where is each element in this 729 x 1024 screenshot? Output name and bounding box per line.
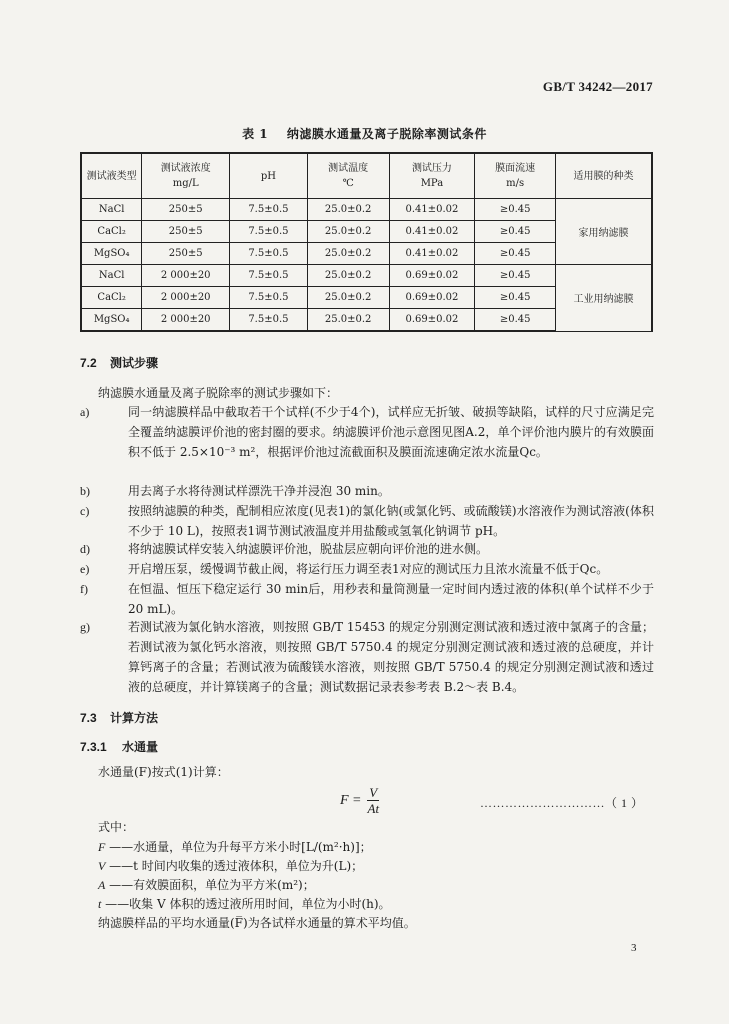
list-item [80,501,654,541]
item-text: 按照纳滤膜的种类，配制相应浓度(见表1)的氯化钠(或氯化钙、或硫酸镁)水溶液作为测试溶液(体积不少于 10 L)，按照表1调节测试液温度并用盐酸或氢氧化钠调节 pH。 [128,504,654,538]
steps-intro: 纳滤膜水通量及离子脱除率的测试步骤如下： [98,386,339,400]
where-label: 式中： [98,820,135,834]
section-7-2-heading [80,354,158,371]
item-text: 同一纳滤膜样品中截取若干个试样(不少于4个)，试样应无折皱、破损等缺陷，试样的尺寸应满足完全覆盖纳滤膜评价池的密封圈的要求。纳滤膜评价池示意图见图A.2，单个评价池内膜片的有效膜面积不低于 2.5×10⁻³ m²，根据评价池过流截面积及膜面流速确定浓水流量Qc。 [128,405,654,459]
variable-definition [98,857,363,875]
variable-definition [98,838,372,856]
cell: ≥0.45 [475,309,556,332]
formula-lhs: F = [340,792,362,808]
list-item [80,539,654,559]
cell: 250±5 [142,199,230,221]
cell: ≥0.45 [475,243,556,265]
item-text: 开启增压泵，缓慢调节截止阀，将运行压力调至表1对应的测试压力且浓水流量不低于Qc。 [128,562,609,576]
cell: 25.0±0.2 [307,243,389,265]
item-marker: e) [80,562,90,576]
group-industrial: 工业用纳滤膜 [556,265,653,332]
item-marker: c) [80,504,90,518]
cell: 7.5±0.5 [230,309,308,332]
header-pressure: 测试压力 MPa [389,153,475,199]
cell: 2 000±20 [142,309,230,332]
section-7-3-1-heading [80,738,158,755]
section-title: 测试步骤 [110,356,159,370]
formula-denominator: At [367,801,380,816]
list-item [80,402,654,462]
item-text: 在恒温、恒压下稳定运行 30 min后，用秒表和量筒测量一定时间内透过液的体积(单个试样不少于 20 mL)。 [128,582,654,616]
variable-symbol: V [98,859,106,873]
header-membrane-type: 适用膜的种类 [556,153,653,199]
cell: 25.0±0.2 [307,199,389,221]
item-marker: a) [80,405,90,419]
variable-description: ——收集 V 体积的透过液所用时间，单位为小时(h)。 [105,897,391,911]
section-number: 7.3.1 [80,740,107,754]
cell: NaCl [81,199,142,221]
variable-symbol: F [98,840,106,854]
cell: 7.5±0.5 [230,287,308,309]
list-item [80,481,654,501]
variable-symbol: A [98,878,106,892]
variable-description: ——水通量，单位为升每平方米小时[L/(m²·h)]； [109,840,372,854]
cell: ≥0.45 [475,199,556,221]
cell: 25.0±0.2 [307,309,389,332]
section-7-3-heading [80,709,158,726]
equation-number: …………………………（ 1 ） [480,796,644,810]
table-caption [0,125,729,142]
cell: 0.69±0.02 [389,265,475,287]
variable-definition [98,876,315,894]
formula-fraction [366,785,382,816]
header-liquid-type: 测试液类型 [81,153,142,199]
section-number: 7.3 [80,711,97,725]
item-marker: b) [80,484,90,498]
test-conditions-table [80,152,653,332]
cell: 250±5 [142,243,230,265]
variable-description: ——有效膜面积，单位为平方米(m²)； [109,878,315,892]
cell: CaCl₂ [81,221,142,243]
table-row [81,265,652,287]
cell: CaCl₂ [81,287,142,309]
cell: 7.5±0.5 [230,199,308,221]
header-temperature: 测试温度 ℃ [307,153,389,199]
cell: MgSO₄ [81,309,142,332]
item-text: 将纳滤膜试样安装入纳滤膜评价池，脱盐层应朝向评价池的进水侧。 [128,542,489,556]
item-text: 若测试液为氯化钠水溶液，则按照 GB/T 15453 的规定分别测定测试液和透过液中氯离子的含量；若测试液为氯化钙水溶液，则按照 GB/T 5750.4 的规定分别测定测试液和透过液的总硬度，并计算钙离子的含量；若测试液为硫酸镁水溶液，则按照 GB/T 5750.4 的规定分别测定测试液和透过液的总硬度，并计算镁离子的含量；测试数据记录表参考表 B.2～表 B.4。 [128,620,654,694]
cell: MgSO₄ [81,243,142,265]
header-concentration: 测试液浓度 mg/L [142,153,230,199]
cell: ≥0.45 [475,221,556,243]
section-title: 计算方法 [110,711,159,725]
cell: 0.69±0.02 [389,309,475,332]
cell: 2 000±20 [142,287,230,309]
cell: 0.41±0.02 [389,243,475,265]
table-row [81,199,652,221]
flux-formula [340,785,381,816]
table-number: 表 1 [242,127,269,141]
cell: 7.5±0.5 [230,221,308,243]
header-ph: pH [230,153,308,199]
cell: 25.0±0.2 [307,287,389,309]
variable-symbol: t [98,897,102,911]
group-household: 家用纳滤膜 [556,199,653,265]
header-flow-velocity: 膜面流速 m/s [475,153,556,199]
item-marker: g) [80,620,90,634]
cell: 0.41±0.02 [389,221,475,243]
cell: 2 000±20 [142,265,230,287]
cell: NaCl [81,265,142,287]
formula-numerator: V [369,785,378,800]
cell: 7.5±0.5 [230,243,308,265]
item-text: 用去离子水将待测试样漂洗干净并浸泡 30 min。 [128,484,390,498]
list-item [80,579,654,619]
cell: 0.69±0.02 [389,287,475,309]
section-number: 7.2 [80,356,97,370]
cell: ≥0.45 [475,265,556,287]
closing-sentence: 纳滤膜样品的平均水通量(F̅)为各试样水通量的算术平均值。 [98,916,416,930]
section-title: 水通量 [122,740,159,754]
cell: 250±5 [142,221,230,243]
standard-number: GB/T 34242—2017 [542,79,653,94]
cell: 7.5±0.5 [230,265,308,287]
cell: 0.41±0.02 [389,199,475,221]
formula-intro: 水通量(F)按式(1)计算： [98,765,229,779]
table-header-row [81,153,652,199]
item-marker: f) [80,582,88,596]
variable-definition [98,895,391,913]
list-item [80,559,654,579]
table-title: 纳滤膜水通量及离子脱除率测试条件 [286,127,487,141]
list-item [80,617,654,697]
item-marker: d) [80,542,90,556]
cell: 25.0±0.2 [307,265,389,287]
cell: 25.0±0.2 [307,221,389,243]
page-number: 3 [631,942,637,954]
cell: ≥0.45 [475,287,556,309]
variable-description: ——t 时间内收集的透过液体积，单位为升(L)； [109,859,364,873]
